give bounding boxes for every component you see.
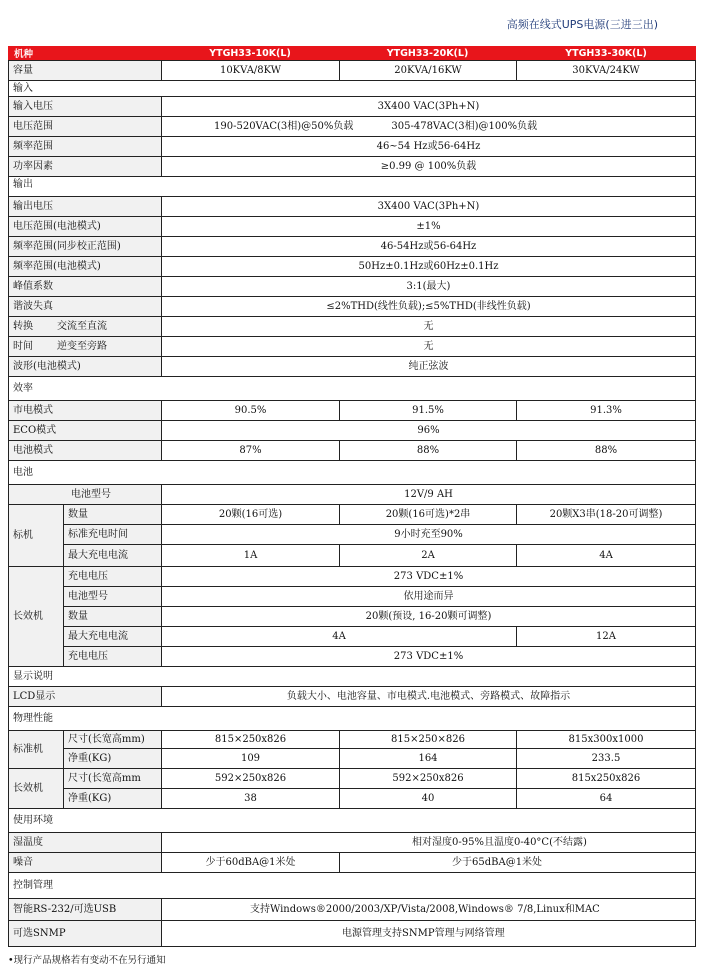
output-time-sub: 逆变至旁路 [57,340,107,352]
phys-std-weight-20k: 164 [339,748,517,769]
phys-long-weight-30k: 64 [516,788,696,809]
phys-long-weight-label: 净重(KG) [63,788,162,809]
output-time-label [8,336,162,357]
bat-qty-20k: 20颗(16可选)*2串 [339,504,517,525]
footnote: •现行产品规格若有变动不在另行通知 [8,955,166,966]
header-model-20k: YTGH33-20K(L) [339,46,516,60]
bat-long-voltage-label: 充电电压 [63,566,162,587]
eff-mains-label: 市电模式 [8,400,162,421]
section-efficiency: 效率 [8,376,696,401]
bat-long-current-label: 最大充电电流 [63,626,162,647]
bat-long-voltage2-label: 充电电压 [63,646,162,667]
eff-mains-20k: 91.5% [339,400,517,421]
input-pf-value: ≥0.99 @ 100%负载 [161,156,696,177]
section-physical: 物理性能 [8,706,696,731]
bat-long-label: 长效机 [8,566,64,667]
lcd-value: 负载大小、电池容量、市电模式.电池模式、旁路模式、故障指示 [161,686,696,707]
env-humidity-label: 湿温度 [8,832,162,853]
phys-long-weight-10k: 38 [161,788,340,809]
phys-long-dim-30k: 815x250x826 [516,768,696,789]
bat-long-qty-value: 20颗(预设, 16-20颗可调整) [161,606,696,627]
output-transfer-value: 无 [161,316,696,337]
output-wave-label: 波形(电池模式) [8,356,162,377]
output-thd-value: ≤2%THD(线性负载);≤5%THD(非线性负载) [161,296,696,317]
output-transfer-sub: 交流至直流 [57,320,107,332]
section-display: 显示说明 [8,666,696,687]
capacity-10k: 10KVA/8KW [161,60,340,81]
input-freq-label: 频率范围 [8,136,162,157]
env-noise-b: 少于65dBA@1米处 [339,852,696,873]
capacity-20k: 20KVA/16KW [339,60,517,81]
section-control: 控制管理 [8,872,696,899]
bat-long-type-value: 依用途而异 [161,586,696,607]
input-voltage-value: 3X400 VAC(3Ph+N) [161,96,696,117]
capacity-30k: 30KVA/24KW [516,60,696,81]
ctrl-rs232-label: 智能RS-232/可选USB [8,898,162,921]
eff-eco-value: 96% [161,420,696,441]
phys-std-dim-20k: 815×250×826 [339,730,517,749]
env-noise-a: 少于60dBA@1米处 [161,852,340,873]
output-vrange-value: ±1% [161,216,696,237]
phys-long-dim-20k: 592×250x826 [339,768,517,789]
bat-long-current-b: 12A [516,626,696,647]
eff-battery-10k: 87% [161,440,340,461]
output-thd-label: 谐波失真 [8,296,162,317]
bat-type-value: 12V/9 AH [161,484,696,505]
section-environment: 使用环境 [8,808,696,833]
phys-std-weight-10k: 109 [161,748,340,769]
output-time-value: 无 [161,336,696,357]
bat-long-type-label: 电池型号 [63,586,162,607]
ctrl-rs232-value: 支持Windows®2000/2003/XP/Vista/2008,Windows® 7/8,Linux和MAC [161,898,696,921]
eff-battery-20k: 88% [339,440,517,461]
bat-qty-10k: 20颗(16可选) [161,504,340,525]
bat-long-voltage2-value: 273 VDC±1% [161,646,696,667]
ctrl-snmp-label: 可选SNMP [8,920,162,947]
phys-std-label: 标准机 [8,730,64,769]
bat-long-qty-label: 数量 [63,606,162,627]
eff-eco-label: ECO模式 [8,420,162,441]
phys-long-weight-20k: 40 [339,788,517,809]
output-voltage-value: 3X400 VAC(3Ph+N) [161,196,696,217]
phys-long-dim-10k: 592×250x826 [161,768,340,789]
eff-battery-30k: 88% [516,440,696,461]
header-model-10k: YTGH33-10K(L) [161,46,339,60]
input-range-value [161,116,696,137]
output-crest-label: 峰值系数 [8,276,162,297]
bat-std-label: 标机 [8,504,64,567]
output-transfer-main: 转换 [13,320,33,332]
ctrl-snmp-value: 电源管理支持SNMP管理与网络管理 [161,920,696,947]
bat-charge-time-label: 标准充电时间 [63,524,162,545]
bat-qty-label: 数量 [63,504,162,525]
input-freq-value: 46~54 Hz或56-64Hz [161,136,696,157]
output-fbat-value: 50Hz±0.1Hz或60Hz±0.1Hz [161,256,696,277]
bat-max-current-label: 最大充电电流 [63,544,162,567]
bat-charge-time-value: 9小时充至90% [161,524,696,545]
phys-std-weight-label: 净重(KG) [63,748,162,769]
header-model-label: 机种 [8,46,161,60]
eff-battery-label: 电池模式 [8,440,162,461]
output-voltage-label: 输出电压 [8,196,162,217]
phys-long-label: 长效机 [8,768,64,809]
output-fbat-label: 频率范围(电池模式) [8,256,162,277]
bat-long-current-a: 4A [161,626,517,647]
section-output: 输出 [8,176,696,197]
bat-qty-30k: 20颗X3串(18-20可调整) [516,504,696,525]
section-battery: 电池 [8,460,696,485]
input-range-value-1: 190-520VAC(3相)@50%负载 [214,120,354,132]
input-voltage-label: 输入电压 [8,96,162,117]
bat-max-current-10k: 1A [161,544,340,567]
bat-long-voltage-value: 273 VDC±1% [161,566,696,587]
eff-mains-30k: 91.3% [516,400,696,421]
phys-std-dim-30k: 815x300x1000 [516,730,696,749]
phys-std-weight-30k: 233.5 [516,748,696,769]
output-wave-value: 纯正弦波 [161,356,696,377]
output-fsync-value: 46-54Hz或56-64Hz [161,236,696,257]
section-input: 输入 [8,80,696,97]
input-range-label: 电压范围 [8,116,162,137]
input-range-value-2: 305-478VAC(3相)@100%负载 [391,120,538,132]
phys-long-dim-label: 尺寸(长宽高mm [63,768,162,789]
output-vrange-label: 电压范围(电池模式) [8,216,162,237]
capacity-label: 容量 [8,60,162,81]
phys-std-dim-10k: 815×250x826 [161,730,340,749]
env-noise-label: 噪音 [8,852,162,873]
env-humidity-value: 相对湿度0-95%且温度0-40°C(不结露) [161,832,696,853]
lcd-label: LCD显示 [8,686,162,707]
output-fsync-label: 频率范围(同步校正范围) [8,236,162,257]
output-transfer-label [8,316,162,337]
page-title: 高频在线式UPS电源(三进三出) [506,18,658,31]
bat-max-current-30k: 4A [516,544,696,567]
eff-mains-10k: 90.5% [161,400,340,421]
phys-std-dim-label: 尺寸(长宽高mm) [63,730,162,749]
bat-max-current-20k: 2A [339,544,517,567]
header-model-30k: YTGH33-30K(L) [516,46,696,60]
output-time-main: 时间 [13,340,33,352]
input-pf-label: 功率因素 [8,156,162,177]
output-crest-value: 3:1(最大) [161,276,696,297]
bat-type-label: 电池型号 [8,484,162,505]
